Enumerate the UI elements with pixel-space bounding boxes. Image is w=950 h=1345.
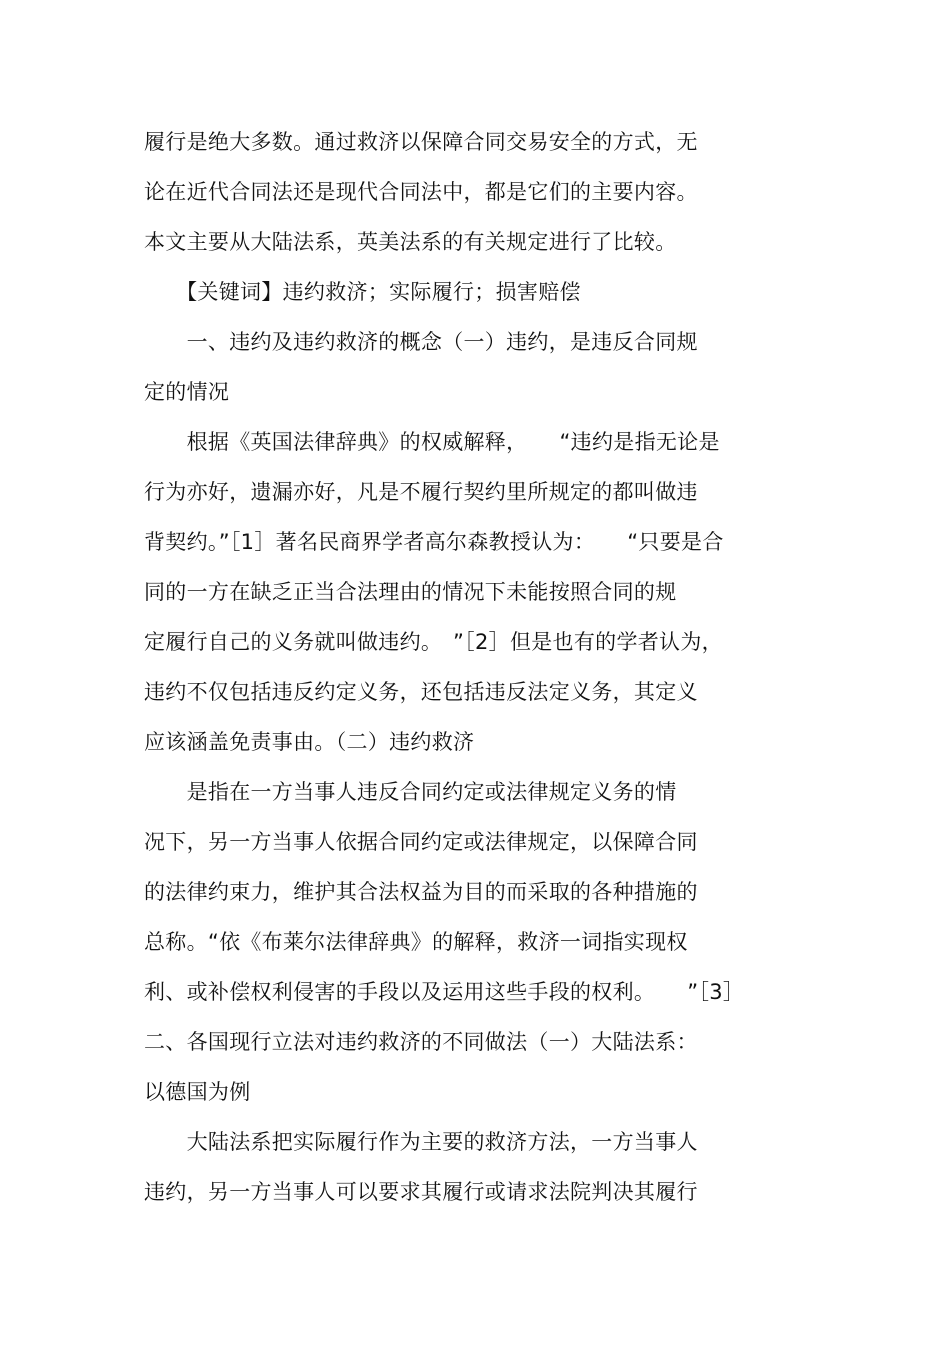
text-line: 论在近代合同法还是现代合同法中，都是它们的主要内容。 — [144, 180, 698, 204]
keywords-line: 【关键词】违约救济；实际履行；损害赔偿 — [144, 280, 581, 304]
text-line: 定的情况 — [144, 380, 230, 404]
text-line: 况下，另一方当事人依据合同约定或法律规定，以保障合同 — [144, 830, 698, 854]
text-line: 以德国为例 — [144, 1080, 251, 1104]
text-line: 背契约。”［1］著名民商界学者高尔森教授认为： “只要是合 — [144, 530, 724, 554]
text-line: 本文主要从大陆法系，英美法系的有关规定进行了比较。 — [144, 230, 677, 254]
text-line: 违约，另一方当事人可以要求其履行或请求法院判决其履行 — [144, 1180, 698, 1204]
section-heading-line: 一、违约及违约救济的概念（一）违约，是违反合同规 — [144, 330, 698, 354]
text-line: 行为亦好，遗漏亦好，凡是不履行契约里所规定的都叫做违 — [144, 480, 698, 504]
text-line: 总称。“依《布莱尔法律辞典》的解释，救济一词指实现权 — [144, 930, 688, 954]
text-line: 的法律约束力，维护其合法权益为目的而采取的各种措施的 — [144, 880, 698, 904]
text-line: 利、或补偿权利侵害的手段以及运用这些手段的权利。 ”［3］ — [144, 980, 745, 1004]
text-line: 应该涵盖免责事由。（二）违约救济 — [144, 730, 475, 754]
section-heading-line: 二、各国现行立法对违约救济的不同做法（一）大陆法系： — [144, 1030, 698, 1054]
text-line: 定履行自己的义务就叫做违约。 ”［2］但是也有的学者认为， — [144, 630, 723, 654]
text-line: 违约不仅包括违反约定义务，还包括违反法定义务，其定义 — [144, 680, 698, 704]
text-line: 大陆法系把实际履行作为主要的救济方法，一方当事人 — [144, 1130, 698, 1154]
text-line: 是指在一方当事人违反合同约定或法律规定义务的情 — [144, 780, 677, 804]
text-line: 根据《英国法律辞典》的权威解释， “违约是指无论是 — [144, 430, 720, 454]
text-line: 履行是绝大多数。通过救济以保障合同交易安全的方式，无 — [144, 130, 698, 154]
text-line: 同的一方在缺乏正当合法理由的情况下未能按照合同的规 — [144, 580, 677, 604]
